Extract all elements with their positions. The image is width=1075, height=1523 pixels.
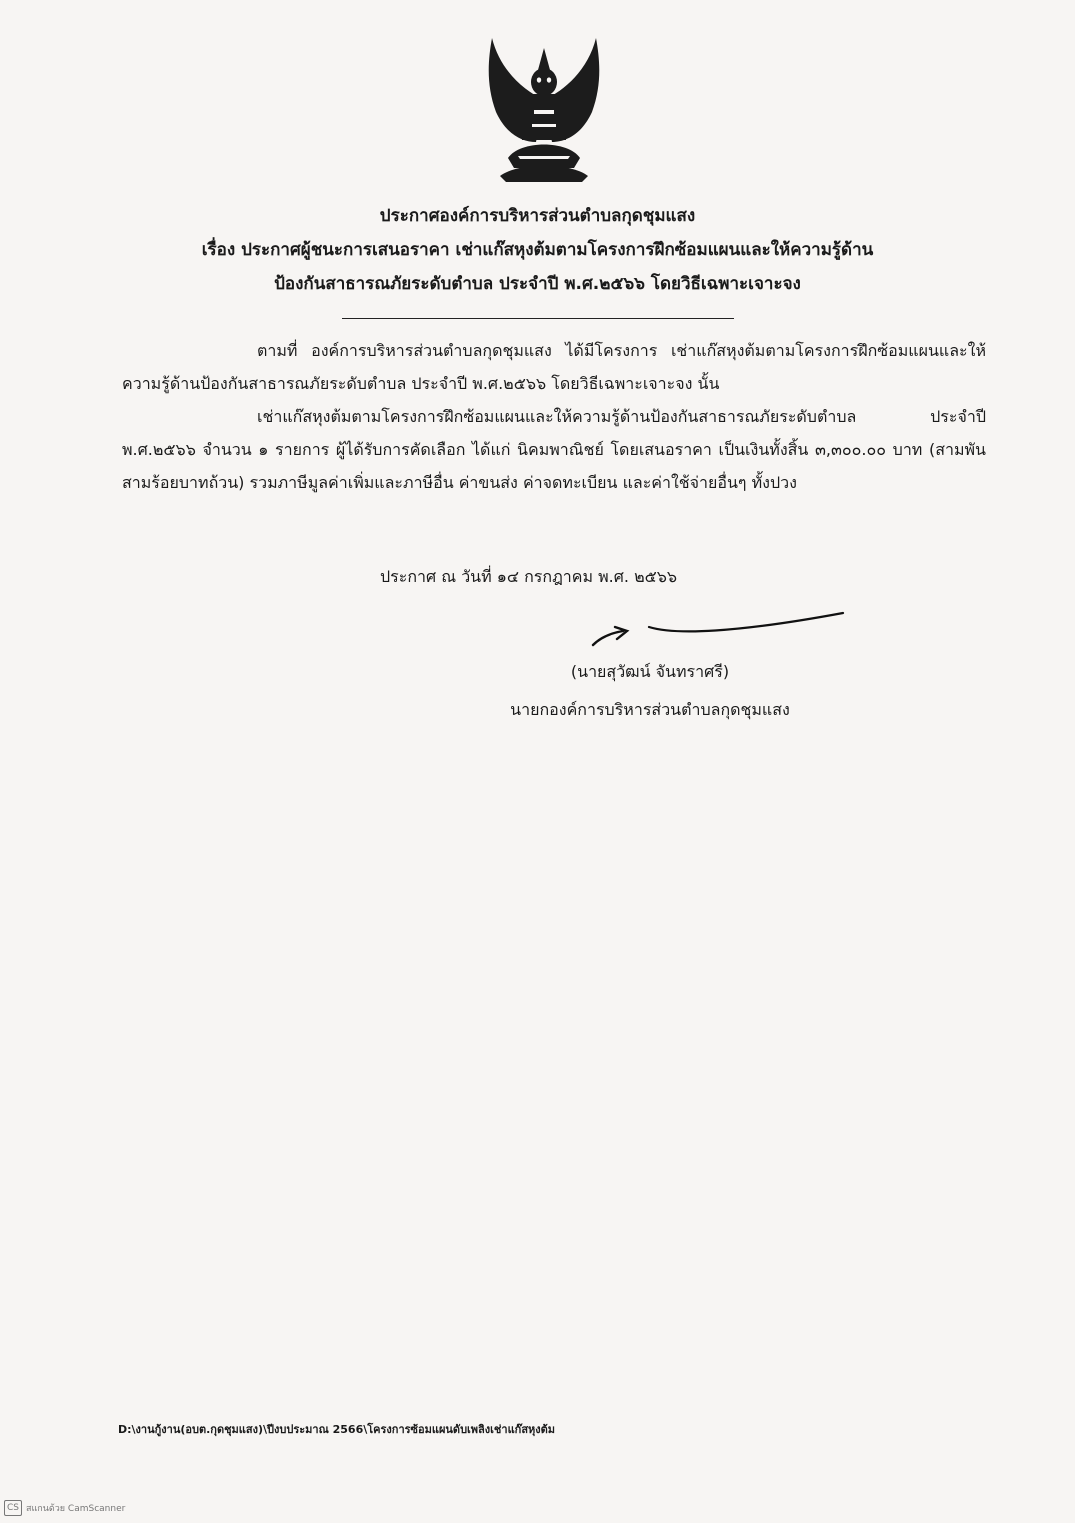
scanner-watermark <box>4 1500 125 1516</box>
body-paragraph-1: ตามที่ องค์การบริหารส่วนตำบลกุดชุมแสง ได้มีโครงการ เช่าแก๊สหุงต้มตามโครงการฝึกซ้อมแผนและให้ความรู้ด้านป้องกันสาธารณภัยระดับตำบล ประจำปี พ.ศ.๒๕๖๖ โดยวิธีเฉพาะเจาะจง นั้น <box>122 341 986 393</box>
announcement-date: ประกาศ ณ วันที่ ๑๔ กรกฎาคม พ.ศ. ๒๕๖๖ <box>380 567 678 586</box>
scanner-watermark-text: สแกนด้วย CamScanner <box>26 1504 126 1514</box>
title-divider <box>342 318 734 319</box>
camscanner-logo-icon: CS <box>4 1500 22 1516</box>
handwritten-signature <box>585 605 855 655</box>
body-paragraph-2: เช่าแก๊สหุงต้มตามโครงการฝึกซ้อมแผนและให้ความรู้ด้านป้องกันสาธารณภัยระดับตำบล ประจำปี พ.ศ.๒๕๖๖ จำนวน ๑ รายการ ผู้ได้รับการคัดเลือก ได้แก่ นิคมพาณิชย์ โดยเสนอราคา เป็นเงินทั้งสิ้น ๓,๓๐๐.๐๐ บาท (สามพันสามร้อยบาทถ้วน) รวมภาษีมูลค่าเพิ่มและภาษีอื่น ค่าขนส่ง ค่าจดทะเบียน และค่าใช้จ่ายอื่นๆ ทั้งปวง <box>122 407 986 492</box>
signatory-position: นายกองค์การบริหารส่วนตำบลกุดชุมแสง <box>510 700 790 719</box>
document-subject-line-2: ป้องกันสาธารณภัยระดับตำบล ประจำปี พ.ศ.๒๕๖๖ โดยวิธีเฉพาะเจาะจง <box>274 274 801 294</box>
document-authority-title: ประกาศองค์การบริหารส่วนตำบลกุดชุมแสง <box>379 206 696 226</box>
document-subject-line-1: เรื่อง ประกาศผู้ชนะการเสนอราคา เช่าแก๊สหุงต้มตามโครงการฝึกซ้อมแผนและให้ความรู้ด้าน <box>201 240 874 260</box>
file-path-footer: D:\งานกู้งาน(อบต.กุดชุมแสง)\ปีงบประมาณ 2566\โครงการซ้อมแผนดับเพลิงเช่าแก๊สหุงต้ม <box>118 1423 556 1436</box>
signatory-name: (นายสุวัฒน์ จันทราศรี) <box>570 662 730 681</box>
garuda-emblem-icon <box>478 30 610 186</box>
